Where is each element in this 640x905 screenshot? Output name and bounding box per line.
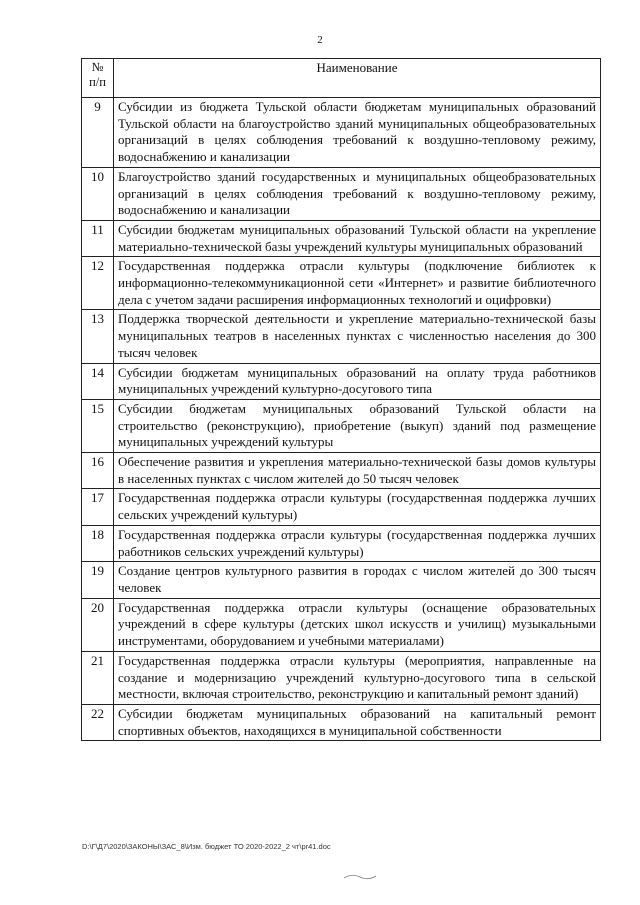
row-number: 16: [82, 453, 114, 489]
row-name: Государственная поддержка отрасли культуры (оснащение образовательных учреждений в сфере культуры (детских школ искусств и училищ) музыкальными инструментами, оборудованием и учебными материалами): [114, 598, 601, 651]
table-row: [82, 220, 601, 256]
row-number: 11: [82, 220, 114, 256]
row-name: Государственная поддержка отрасли культуры (государственная поддержка лучших работников сельских учреждений культуры): [114, 525, 601, 561]
table-row: [82, 167, 601, 220]
row-name: Создание центров культурного развития в городах с числом жителей до 300 тысяч человек: [114, 562, 601, 598]
row-name: Субсидии из бюджета Тульской области бюджетам муниципальных образований Тульской области на благоустройство зданий муниципальных общеобразовательных организаций в целях соблюдения требований к воздушно-тепловому режиму, водоснабжению и канализации: [114, 98, 601, 168]
row-name: Государственная поддержка отрасли культуры (государственная поддержка лучших сельских учреждений культуры): [114, 489, 601, 525]
table-row: [82, 704, 601, 740]
table-row: [82, 562, 601, 598]
header-name: Наименование: [114, 59, 601, 98]
header-number: № п/п: [82, 59, 114, 98]
row-number: 21: [82, 651, 114, 704]
table-row: [82, 525, 601, 561]
row-number: 17: [82, 489, 114, 525]
row-number: 13: [82, 310, 114, 363]
row-name: Субсидии бюджетам муниципальных образований на оплату труда работников муниципальных учреждений культурно-досугового типа: [114, 363, 601, 399]
row-number: 20: [82, 598, 114, 651]
table-body: [82, 98, 601, 741]
table-row: [82, 453, 601, 489]
table-row: [82, 598, 601, 651]
row-number: 22: [82, 704, 114, 740]
row-number: 19: [82, 562, 114, 598]
table-row: [82, 98, 601, 168]
row-name: Субсидии бюджетам муниципальных образований Тульской области на строительство (реконструкцию), приобретение (выкуп) зданий под размещение муниципальных учреждений культуры: [114, 399, 601, 452]
row-number: 18: [82, 525, 114, 561]
table-header-row: [82, 59, 601, 98]
row-number: 9: [82, 98, 114, 168]
row-number: 10: [82, 167, 114, 220]
page-number: 2: [317, 34, 323, 46]
table-row: [82, 257, 601, 310]
row-name: Государственная поддержка отрасли культуры (подключение библиотек к информационно-телекоммуникационной сети «Интернет» и развитие библиотечного дела с учетом задачи расширения информационных технологий и оцифровки): [114, 257, 601, 310]
row-number: 15: [82, 399, 114, 452]
table-row: [82, 489, 601, 525]
table-row: [82, 363, 601, 399]
row-name: Субсидии бюджетам муниципальных образований на капитальный ремонт спортивных объектов, находящихся в муниципальной собственности: [114, 704, 601, 740]
row-name: Субсидии бюджетам муниципальных образований Тульской области на укрепление материально-технической базы учреждений культуры муниципальных образований: [114, 220, 601, 256]
document-table: [81, 58, 601, 741]
row-number: 14: [82, 363, 114, 399]
row-number: 12: [82, 257, 114, 310]
table-row: [82, 399, 601, 452]
scan-mark: [340, 872, 380, 882]
row-name: Государственная поддержка отрасли культуры (мероприятия, направленные на создание и модернизацию учреждений культурно-досугового типа в сельской местности, включая строительство, реконструкцию и капитальный ремонт зданий): [114, 651, 601, 704]
file-path-footer: D:\Г\Д7\2020\ЗАКОНЫ\ЗАС_8\Изм. бюджет ТО 2020-2022_2 чт\pr41.doc: [82, 842, 331, 851]
table-row: [82, 651, 601, 704]
row-name: Обеспечение развития и укрепления материально-технической базы домов культуры в населенных пунктах с числом жителей до 50 тысяч человек: [114, 453, 601, 489]
table-row: [82, 310, 601, 363]
row-name: Благоустройство зданий государственных и муниципальных общеобразовательных организаций в целях соблюдения требований к воздушно-тепловому режиму, водоснабжению и канализации: [114, 167, 601, 220]
row-name: Поддержка творческой деятельности и укрепление материально-технической базы муниципальных театров в населенных пунктах с численностью населения до 300 тысяч человек: [114, 310, 601, 363]
